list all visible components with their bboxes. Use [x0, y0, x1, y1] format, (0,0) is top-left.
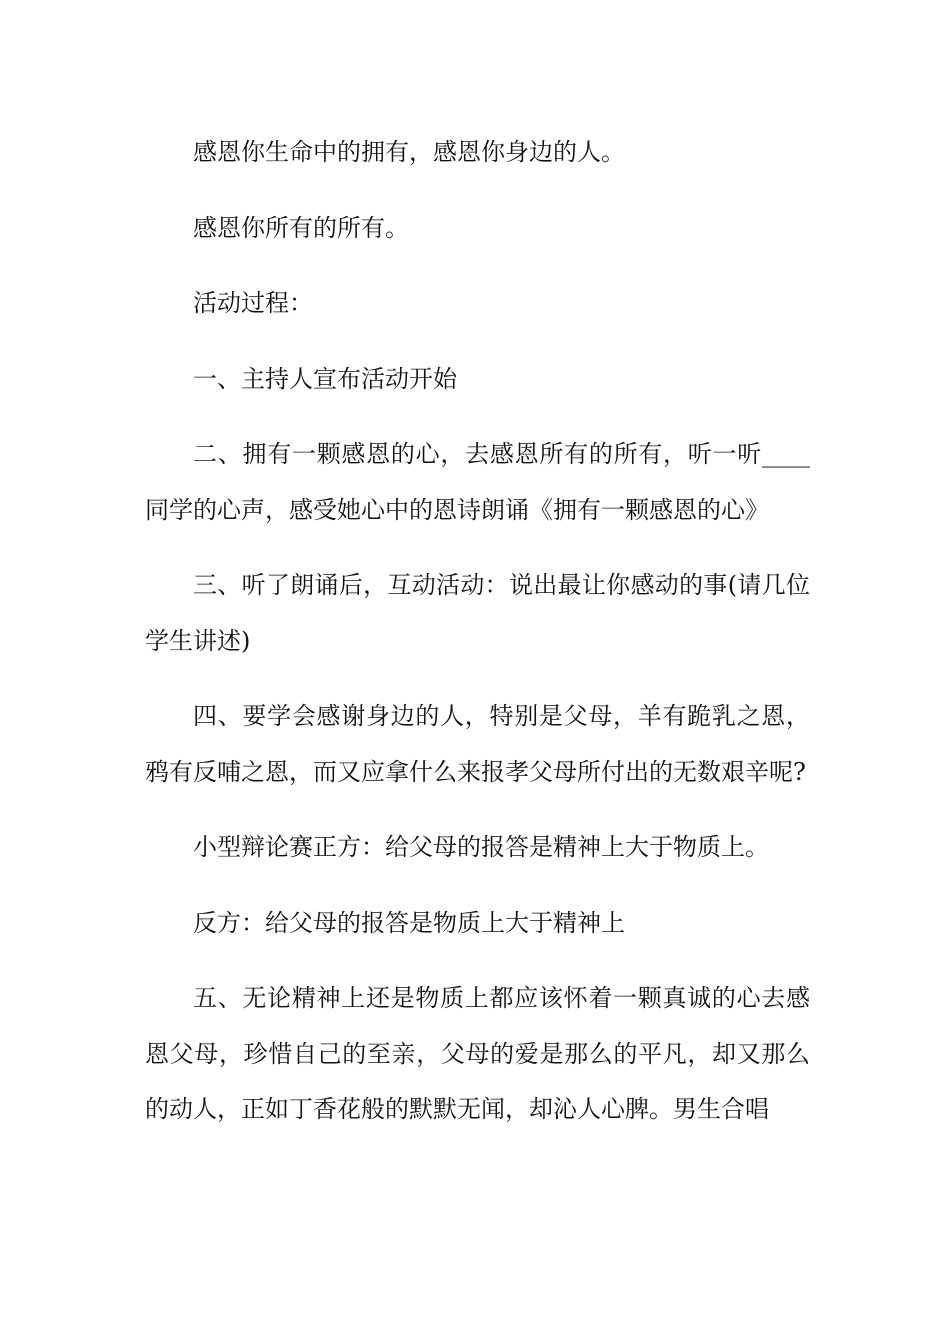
paragraph-step-three: 三、听了朗诵后，互动活动：说出最让你感动的事(请几位学生讲述) — [145, 571, 810, 655]
paragraph-step-five: 五、无论精神上还是物质上都应该怀着一颗真诚的心去感恩父母，珍惜自己的至亲，父母的爱是那么的平凡，却又那么的动人，正如丁香花般的默默无闻，却沁人心脾。男生合唱 — [145, 984, 810, 1123]
paragraph-gratitude-all: 感恩你所有的所有。 — [193, 213, 409, 242]
paragraph-activity-process-heading: 活动过程： — [193, 289, 313, 317]
paragraph-step-four: 四、要学会感谢身边的人，特别是父母，羊有跪乳之恩，鸦有反哺之恩，而又应拿什么来报孝父母所付出的无数艰辛呢? — [145, 702, 810, 786]
paragraph-debate-negative: 反方：给父母的报答是物质上大于精神上 — [193, 908, 625, 937]
document-body — [145, 125, 810, 1158]
paragraph-debate-affirmative: 小型辩论赛正方：给父母的报答是精神上大于物质上。 — [193, 833, 769, 861]
paragraph-gratitude-possessions: 感恩你生命中的拥有，感恩你身边的人。 — [193, 138, 625, 166]
paragraph-step-one: 一、主持人宣布活动开始 — [193, 364, 457, 393]
paragraph-step-two: 二、拥有一颗感恩的心，去感恩所有的所有，听一听____同学的心声，感受她心中的恩诗朗诵《拥有一颗感恩的心》 — [145, 440, 810, 524]
